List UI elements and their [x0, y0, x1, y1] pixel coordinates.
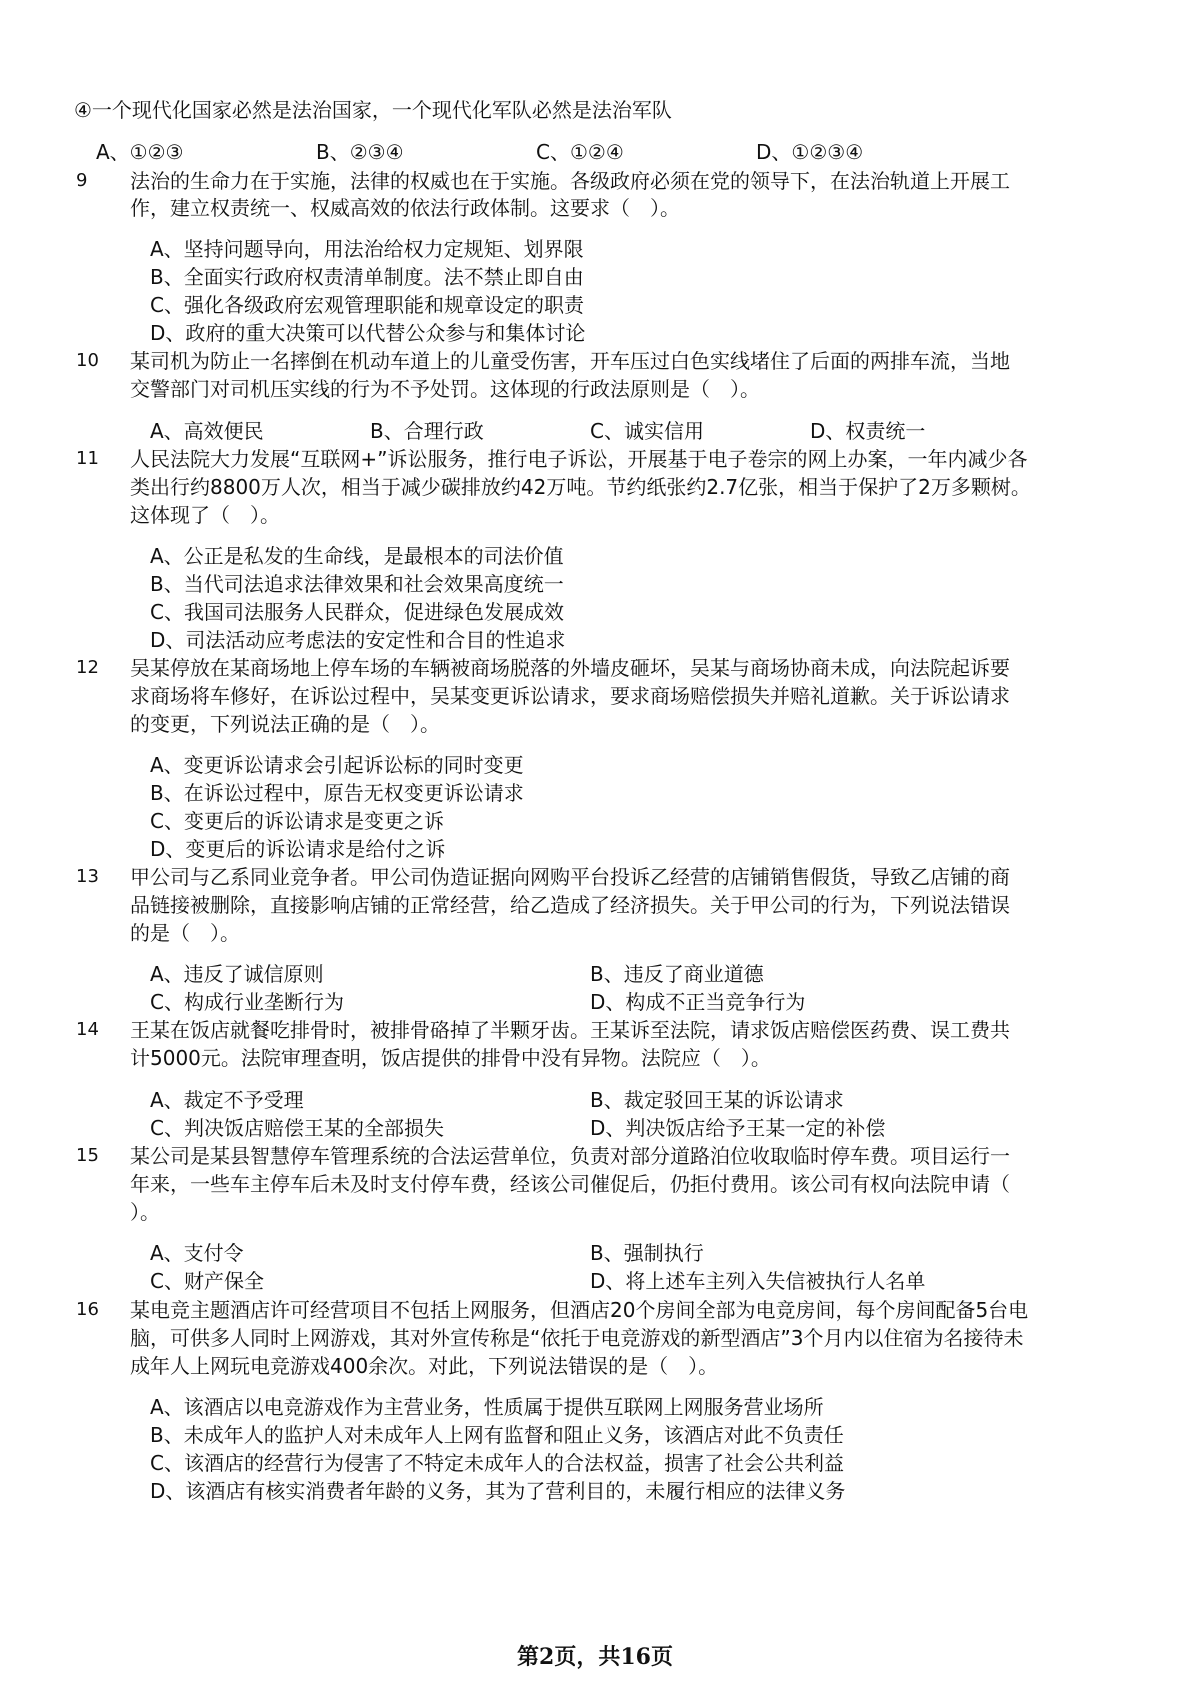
question-number: 9	[76, 170, 88, 191]
option-a: A、违反了诚信原则	[150, 962, 324, 986]
question-text-line: 的是（ ）。	[130, 921, 240, 945]
question-text-line: 某公司是某县智慧停车管理系统的合法运营单位，负责对部分道路泊位收取临时停车费。项目运行一	[130, 1144, 1010, 1168]
question-text-line: 求商场将车修好，在诉讼过程中，吴某变更诉讼请求，要求商场赔偿损失并赔礼道歉。关于诉讼请求	[130, 684, 1010, 708]
option-a: A、该酒店以电竞游戏作为主营业务，性质属于提供互联网上网服务营业场所	[150, 1395, 824, 1419]
option-c: C、该酒店的经营行为侵害了不特定未成年人的合法权益，损害了社会公共利益	[150, 1451, 844, 1475]
q8-option-d: D、①②③④	[756, 140, 864, 164]
option-d: D、司法活动应考虑法的安定性和合目的性追求	[150, 628, 566, 652]
option-c: C、财产保全	[150, 1269, 264, 1293]
option-c: C、构成行业垄断行为	[150, 990, 344, 1014]
question-text-line: 脑，可供多人同时上网游戏，其对外宣传称是“依托于电竞游戏的新型酒店”3个月内以住宿为名接待未	[130, 1326, 1024, 1350]
question-text-line: 作，建立权责统一、权威高效的依法行政体制。这要求（ ）。	[130, 196, 680, 220]
option-b: B、全面实行政府权责清单制度。法不禁止即自由	[150, 265, 584, 289]
question-text-line: 人民法院大力发展“互联网+”诉讼服务，推行电子诉讼，开展基于电子卷宗的网上办案，一年内减少各	[130, 447, 1028, 471]
question-text-line: 甲公司与乙系同业竞争者。甲公司伪造证据向网购平台投诉乙经营的店铺销售假货，导致乙店铺的商	[130, 865, 1010, 889]
option-b: B、未成年人的监护人对未成年人上网有监督和阻止义务，该酒店对此不负责任	[150, 1423, 844, 1447]
option-d: D、变更后的诉讼请求是给付之诉	[150, 837, 446, 861]
question-text-line: 类出行约8800万人次，相当于减少碳排放约42万吨。节约纸张约2.7亿张，相当于保护了2万多颗树。	[130, 475, 1031, 499]
question-text-line: ）。	[130, 1200, 160, 1224]
question-number: 15	[76, 1145, 99, 1166]
option-a: A、支付令	[150, 1241, 244, 1265]
option-b: B、合理行政	[370, 419, 484, 443]
question-text-line: 王某在饭店就餐吃排骨时，被排骨硌掉了半颗牙齿。王某诉至法院，请求饭店赔偿医药费、误工费共	[130, 1018, 1010, 1042]
question-text-line: 品链接被删除，直接影响店铺的正常经营，给乙造成了经济损失。关于甲公司的行为，下列说法错误	[130, 893, 1010, 917]
q8-option-b: B、②③④	[316, 140, 404, 164]
option-d: D、构成不正当竞争行为	[590, 990, 806, 1014]
question-text-line: 某司机为防止一名摔倒在机动车道上的儿童受伤害，开车压过白色实线堵住了后面的两排车流，当地	[130, 349, 1010, 373]
option-a: A、坚持问题导向，用法治给权力定规矩、划界限	[150, 237, 584, 261]
option-b: B、当代司法追求法律效果和社会效果高度统一	[150, 572, 564, 596]
question-text-line: 计5000元。法院审理查明，饭店提供的排骨中没有异物。法院应（ ）。	[130, 1046, 771, 1070]
option-a: A、变更诉讼请求会引起诉讼标的同时变更	[150, 753, 524, 777]
question-number: 10	[76, 350, 99, 371]
q8-option-c: C、①②④	[536, 140, 624, 164]
option-b: B、强制执行	[590, 1241, 704, 1265]
q8-option-a: A、①②③	[96, 140, 184, 164]
intro-statement: ④一个现代化国家必然是法治国家，一个现代化军队必然是法治军队	[74, 98, 672, 122]
question-text-line: 法治的生命力在于实施，法律的权威也在于实施。各级政府必须在党的领导下，在法治轨道上开展工	[130, 169, 1010, 193]
option-c: C、我国司法服务人民群众，促进绿色发展成效	[150, 600, 564, 624]
question-number: 11	[76, 448, 99, 469]
option-a: A、高效便民	[150, 419, 264, 443]
option-b: B、在诉讼过程中，原告无权变更诉讼请求	[150, 781, 524, 805]
option-c: C、判决饭店赔偿王某的全部损失	[150, 1116, 444, 1140]
option-c: C、变更后的诉讼请求是变更之诉	[150, 809, 444, 833]
option-d: D、将上述车主列入失信被执行人名单	[590, 1269, 926, 1293]
question-number: 16	[76, 1299, 99, 1320]
question-text-line: 这体现了（ ）。	[130, 503, 280, 527]
option-b: B、裁定驳回王某的诉讼请求	[590, 1088, 844, 1112]
option-d: D、该酒店有核实消费者年龄的义务，其为了营利目的，未履行相应的法律义务	[150, 1479, 846, 1503]
question-number: 12	[76, 657, 99, 678]
question-number: 13	[76, 866, 99, 887]
option-c: C、强化各级政府宏观管理职能和规章设定的职责	[150, 293, 584, 317]
option-d: D、政府的重大决策可以代替公众参与和集体讨论	[150, 321, 586, 345]
question-text-line: 年来，一些车主停车后未及时支付停车费，经该公司催促后，仍拒付费用。该公司有权向法院申请（	[130, 1172, 1010, 1196]
option-d: D、判决饭店给予王某一定的补偿	[590, 1116, 886, 1140]
option-b: B、违反了商业道德	[590, 962, 764, 986]
question-text-line: 成年人上网玩电竞游戏400余次。对此，下列说法错误的是（ ）。	[130, 1354, 719, 1378]
option-d: D、权责统一	[810, 419, 926, 443]
option-a: A、裁定不予受理	[150, 1088, 304, 1112]
question-number: 14	[76, 1019, 99, 1040]
option-c: C、诚实信用	[590, 419, 704, 443]
question-text-line: 交警部门对司机压实线的行为不予处罚。这体现的行政法原则是（ ）。	[130, 377, 760, 401]
option-a: A、公正是私发的生命线，是最根本的司法价值	[150, 544, 564, 568]
question-text-line: 吴某停放在某商场地上停车场的车辆被商场脱落的外墙皮砸坏，吴某与商场协商未成，向法院起诉要	[130, 656, 1010, 680]
page-footer: 第2页，共16页	[517, 1644, 673, 1670]
question-text-line: 某电竞主题酒店许可经营项目不包括上网服务，但酒店20个房间全部为电竞房间，每个房间配备5台电	[130, 1298, 1029, 1322]
question-text-line: 的变更，下列说法正确的是（ ）。	[130, 712, 440, 736]
